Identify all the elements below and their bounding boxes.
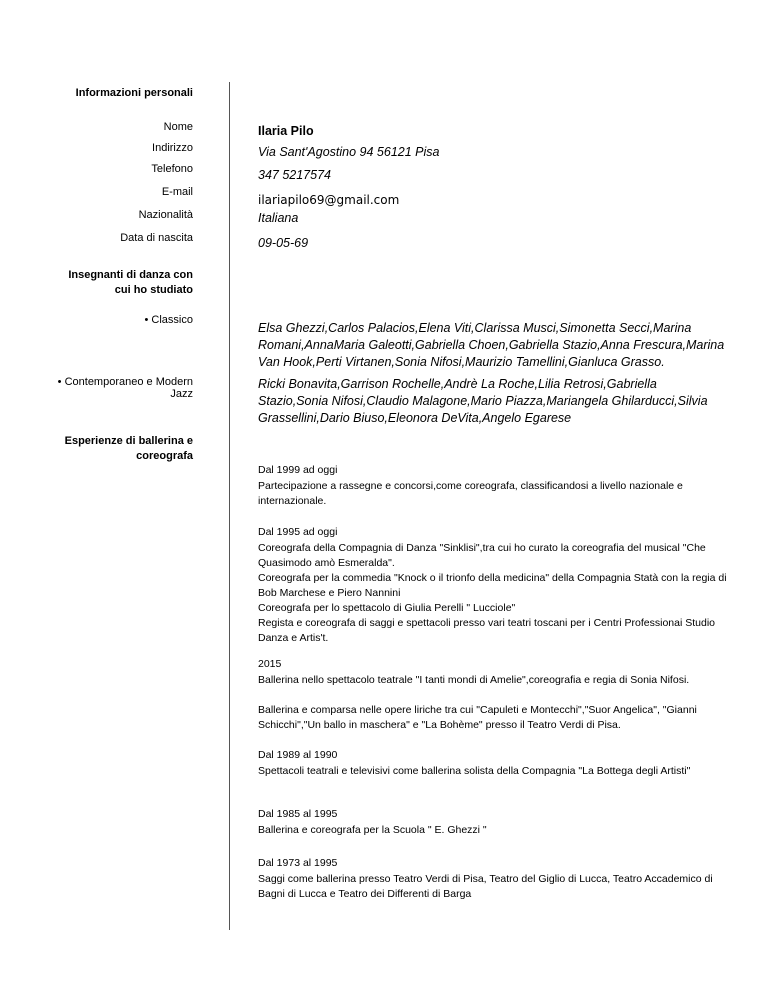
- experience-entry: [258, 807, 728, 838]
- experience-description: Regista e coreografa di saggi e spettacoli presso vari teatri toscani per i Centri Professionai Studio Danza e Artis't.: [258, 617, 715, 644]
- contemporary-teachers: Ricki Bonavita,Garrison Rochelle,Andrè La Roche,Lilia Retrosi,Gabriella Stazio,Sonia Nifosi,Claudio Malagone,Mario Piazza,Mariangela Ghilarducci,Silvia Grassellini,Dario Biuso,Eleonora DeVita,Angelo Egarese: [258, 377, 708, 425]
- teachers-heading: Insegnanti di danza con cui ho studiato: [68, 269, 193, 296]
- email-label: E-mail: [161, 186, 193, 198]
- nationality-value: Italiana: [258, 211, 299, 225]
- email-link[interactable]: ilariapilo69@gmail.com: [258, 193, 400, 207]
- experience-description: Saggi come ballerina presso Teatro Verdi di Pisa, Teatro del Giglio di Lucca, Teatro Accademico di Bagni di Lucca e Teatro dei Differenti di Barga: [258, 873, 713, 900]
- experience-heading: Esperienze di ballerina e coreografa: [64, 435, 193, 462]
- experience-entry: [258, 856, 728, 902]
- experience-date: Dal 1989 al 1990: [258, 749, 338, 761]
- experience-date: Dal 1995 ad oggi: [258, 526, 338, 538]
- experience-description: Coreografa per lo spettacolo di Giulia Perelli " Lucciole": [258, 602, 516, 614]
- contemporary-label: • Contemporaneo e Modern Jazz: [57, 376, 193, 400]
- experience-description: Spettacoli teatrali e televisivi come ballerina solista della Compagnia "La Bottega degli Artisti": [258, 765, 691, 777]
- experience-description: Ballerina e comparsa nelle opere liriche tra cui "Capuleti e Montecchi","Suor Angelica", "Gianni Schicchi","Un ballo in maschera" e "La Bohème" presso il Teatro Verdi di Pisa.: [258, 704, 697, 731]
- experience-description: Coreografa per la commedia "Knock o il trionfo della medicina" della Compagnia Statà con la regia di Bob Marchese e Piero Nannini: [258, 572, 727, 599]
- experience-entry: [258, 703, 728, 733]
- classic-teachers: Elsa Ghezzi,Carlos Palacios,Elena Viti,Clarissa Musci,Simonetta Secci,Marina Romani,AnnaMaria Galeotti,Gabriella Choen,Gabriella Stazio,Anna Frescura,Marina Van Hook,Perti Virtanen,Sonia Nifosi,Maurizio Tamellini,Gianluca Grasso.: [258, 321, 725, 369]
- phone-value: 347 5217574: [258, 168, 331, 182]
- name-value: Ilaria Pilo: [258, 124, 314, 138]
- experience-description: Ballerina nello spettacolo teatrale "I tanti mondi di Amelie",coreografia e regia di Sonia Nifosi.: [258, 674, 690, 686]
- experience-entry: [258, 525, 728, 646]
- phone-label: Telefono: [151, 163, 193, 175]
- classic-label: • Classico: [144, 314, 193, 326]
- column-divider: [229, 82, 230, 930]
- experience-description: Coreografa della Compagnia di Danza "Sinklisi",tra cui ho curato la coreografia del musical "Che Quasimodo amò Esmeralda".: [258, 542, 706, 569]
- birth-date-label: Data di nascita: [120, 232, 193, 244]
- experience-date: Dal 1985 al 1995: [258, 808, 338, 820]
- experience-entry: [258, 657, 728, 688]
- birth-date-value: 09-05-69: [258, 236, 309, 250]
- personal-info-heading: Informazioni personali: [75, 87, 193, 99]
- address-value: Via Sant'Agostino 94 56121 Pisa: [258, 145, 440, 159]
- name-label: Nome: [163, 121, 193, 133]
- experience-date: Dal 1999 ad oggi: [258, 464, 338, 476]
- experience-entry: [258, 463, 728, 509]
- experience-description: Ballerina e coreografa per la Scuola " E. Ghezzi ": [258, 824, 487, 836]
- nationality-label: Nazionalità: [138, 209, 193, 221]
- experience-date: Dal 1973 al 1995: [258, 857, 338, 869]
- experience-date: 2015: [258, 658, 282, 670]
- experience-entry: [258, 748, 728, 779]
- address-label: Indirizzo: [152, 142, 193, 154]
- experience-description: Partecipazione a rassegne e concorsi,come coreografa, classificandosi a livello nazionale e internazionale.: [258, 480, 683, 507]
